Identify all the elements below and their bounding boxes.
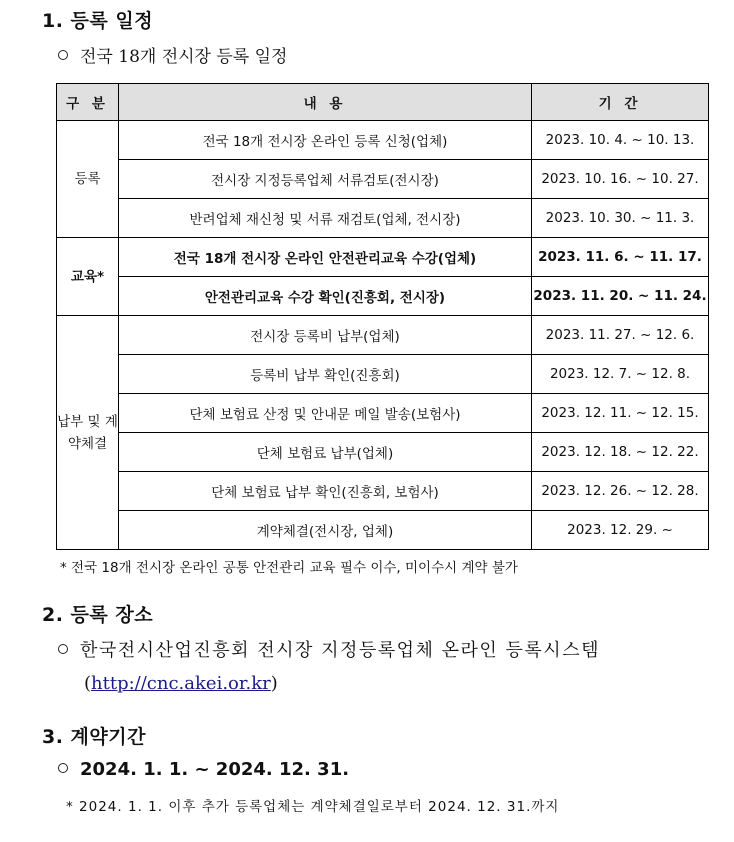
table-row xyxy=(57,238,709,277)
table-header-row xyxy=(57,84,709,121)
content-cell: 전국 18개 전시장 온라인 등록 신청(업체) xyxy=(119,121,532,160)
period-cell: 2023. 12. 29. ~ xyxy=(532,511,709,550)
header-period: 기 간 xyxy=(532,84,709,121)
period-cell: 2023. 12. 18. ~ 12. 22. xyxy=(532,433,709,472)
table-row xyxy=(57,277,709,316)
table-row xyxy=(57,433,709,472)
circle-bullet-icon xyxy=(58,50,68,60)
period-cell: 2023. 12. 26. ~ 12. 28. xyxy=(532,472,709,511)
section2-link-line xyxy=(84,673,278,694)
period-cell: 2023. 10. 4. ~ 10. 13. xyxy=(532,121,709,160)
period-cell: 2023. 11. 27. ~ 12. 6. xyxy=(532,316,709,355)
content-cell: 계약체결(전시장, 업체) xyxy=(119,511,532,550)
link-close-paren: ) xyxy=(270,673,278,694)
header-content: 내 용 xyxy=(119,84,532,121)
table-row xyxy=(57,316,709,355)
section2-registration-system: 한국전시산업진흥회 전시장 지정등록업체 온라인 등록시스템 xyxy=(80,640,600,661)
section3-note: * 2024. 1. 1. 이후 추가 등록업체는 계약체결일로부터 2024. 12. 31.까지 xyxy=(66,799,560,815)
content-cell: 안전관리교육 수강 확인(진흥회, 전시장) xyxy=(119,277,532,316)
table-row xyxy=(57,160,709,199)
section3-period-line xyxy=(58,759,349,780)
circle-bullet-icon xyxy=(58,763,68,773)
section2-heading: 2. 등록 장소 xyxy=(42,604,154,626)
period-cell: 2023. 11. 6. ~ 11. 17. xyxy=(532,238,709,277)
circle-bullet-icon xyxy=(58,644,68,654)
table-row xyxy=(57,121,709,160)
section2-line xyxy=(58,636,600,662)
registration-system-link[interactable]: http://cnc.akei.or.kr xyxy=(91,673,271,694)
category-cell: 교육* xyxy=(57,238,119,316)
content-cell: 등록비 납부 확인(진흥회) xyxy=(119,355,532,394)
contract-period: 2024. 1. 1. ~ 2024. 12. 31. xyxy=(80,759,350,780)
header-category: 구 분 xyxy=(57,84,119,121)
period-cell: 2023. 10. 16. ~ 10. 27. xyxy=(532,160,709,199)
content-cell: 전국 18개 전시장 온라인 안전관리교육 수강(업체) xyxy=(119,238,532,277)
schedule-table xyxy=(56,83,709,550)
period-cell: 2023. 12. 7. ~ 12. 8. xyxy=(532,355,709,394)
content-cell: 단체 보험료 납부 확인(진흥회, 보험사) xyxy=(119,472,532,511)
section1-heading: 1. 등록 일정 xyxy=(42,10,154,32)
table-row xyxy=(57,511,709,550)
table-row xyxy=(57,472,709,511)
period-cell: 2023. 12. 11. ~ 12. 15. xyxy=(532,394,709,433)
content-cell: 전시장 등록비 납부(업체) xyxy=(119,316,532,355)
content-cell: 단체 보험료 산정 및 안내문 메일 발송(보험사) xyxy=(119,394,532,433)
section3-heading: 3. 계약기간 xyxy=(42,726,146,748)
section1-subheading-line xyxy=(58,42,287,67)
table-row xyxy=(57,394,709,433)
category-cell: 등록 xyxy=(57,121,119,238)
category-cell: 납부 및 계약체결 xyxy=(57,316,119,550)
content-cell: 단체 보험료 납부(업체) xyxy=(119,433,532,472)
content-cell: 전시장 지정등록업체 서류검토(전시장) xyxy=(119,160,532,199)
period-cell: 2023. 11. 20. ~ 11. 24. xyxy=(532,277,709,316)
section1-subheading: 전국 18개 전시장 등록 일정 xyxy=(80,47,288,67)
table-footnote: * 전국 18개 전시장 온라인 공통 안전관리 교육 필수 이수, 미이수시 계약 불가 xyxy=(60,560,518,576)
link-open-paren: ( xyxy=(84,673,92,694)
table-row xyxy=(57,199,709,238)
period-cell: 2023. 10. 30. ~ 11. 3. xyxy=(532,199,709,238)
content-cell: 반려업체 재신청 및 서류 재검토(업체, 전시장) xyxy=(119,199,532,238)
table-row xyxy=(57,355,709,394)
